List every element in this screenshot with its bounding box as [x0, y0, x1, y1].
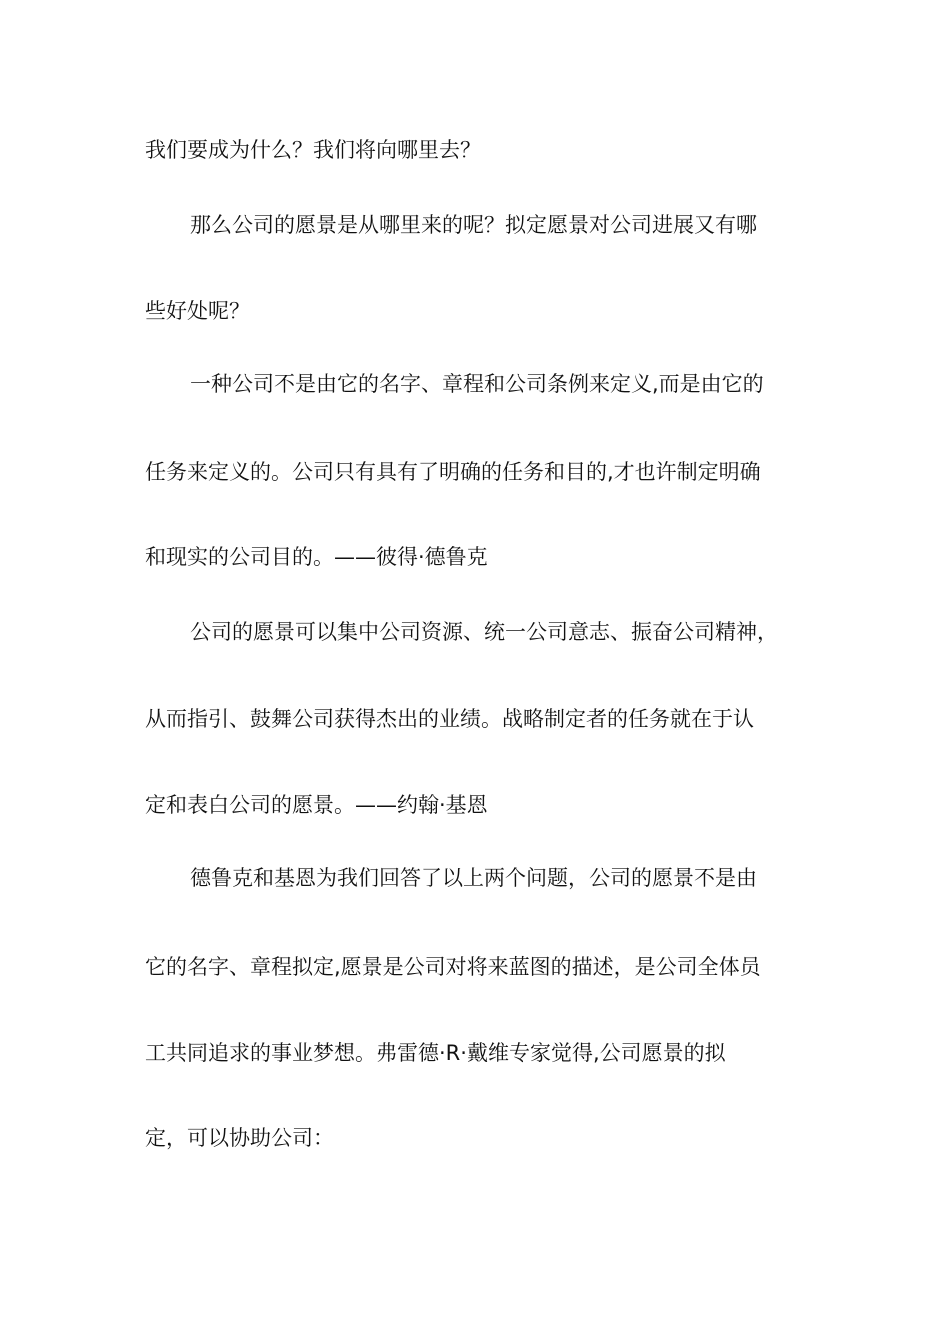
- text-line-8: 从而指引、鼓舞公司获得杰出的业绩。战略制定者的任务就在于认: [145, 707, 754, 731]
- text-line-11: 它的名字、章程拟定,愿景是公司对将来蓝图的描述，是公司全体员: [145, 955, 761, 979]
- text-line-6: 和现实的公司目的。——彼得·德鲁克: [145, 545, 488, 569]
- text-line-4: 一种公司不是由它的名字、章程和公司条例来定义,而是由它的: [190, 372, 764, 396]
- text-line-5: 任务来定义的。公司只有具有了明确的任务和目的,才也许制定明确: [145, 460, 761, 484]
- text-line-13: 定，可以协助公司：: [145, 1126, 334, 1150]
- text-line-3: 些好处呢？: [145, 299, 250, 323]
- text-line-12: 工共同追求的事业梦想。弗雷德·R·戴维专家觉得,公司愿景的拟: [145, 1041, 726, 1065]
- text-line-2: 那么公司的愿景是从哪里来的呢？拟定愿景对公司进展又有哪: [190, 213, 757, 237]
- text-line-7: 公司的愿景可以集中公司资源、统一公司意志、振奋公司精神，: [190, 620, 778, 644]
- text-line-9: 定和表白公司的愿景。——约翰·基恩: [145, 793, 488, 817]
- text-line-10: 德鲁克和基恩为我们回答了以上两个问题，公司的愿景不是由: [190, 866, 757, 890]
- text-line-1: 我们要成为什么？我们将向哪里去？: [145, 138, 481, 162]
